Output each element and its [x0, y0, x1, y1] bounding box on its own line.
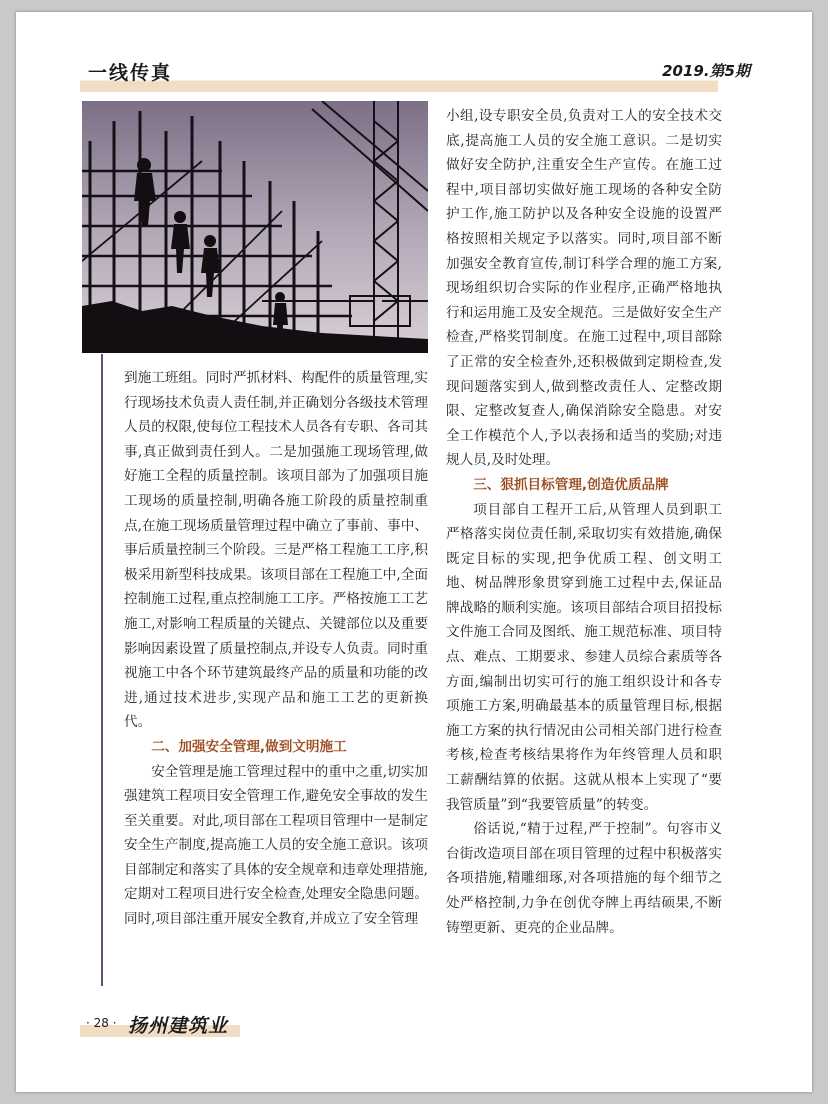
- header-band: [80, 66, 718, 92]
- subheading-safety: 二、加强安全管理,做到文明施工: [151, 738, 347, 755]
- article-column-left: [124, 366, 428, 932]
- paragraph: 到施工班组。同时严抓材料、构配件的质量管理,实行现场技术负责人责任制,并正确划分各级技术管理人员的权限,使每位工程技术人员各有专职、各司其事,真正做到责任到人。二是加强施工现场管理,做好施工全程的质量控制。该项目部为了加强项目施工现场的质量控制,明确各施工阶段的质量控制重点,在施工现场质量管理过程中确立了事前、事中、事后质量控制三个阶段。三是严格工程施工工序,积极采用新型科技成果。该项目部在工程施工中,全面控制施工过程,重点控制施工工序。严格按施工工艺施工,对影响工程质量的关键点、关键部位以及重要影响因素设置了质量控制点,并设专人负责。同时重视施工中各个环节建筑最终产品的质量和功能的改进,通过技术进步,实现产品和施工工艺的更新换代。: [124, 370, 428, 731]
- paragraph: 安全管理是施工管理过程中的重中之重,切实加强建筑工程项目安全管理工作,避免安全事故的发生至关重要。对此,项目部在工程项目管理中一是制定安全生产制度,提高施工人员的安全施工意识。该项目部制定和落实了具体的安全规章和违章处理措施,定期对工程项目进行安全检查,处理安全隐患问题。同时,项目部注重开展安全教育,并成立了安全管理: [124, 763, 428, 928]
- subheading-target: 三、狠抓目标管理,创造优质品牌: [473, 476, 669, 493]
- paragraph: 项目部自工程开工后,从管理人员到职工严格落实岗位责任制,采取切实有效措施,确保既定目标的实现,把争优质工程、创文明工地、树品牌形象贯穿到施工过程中去,保证品牌战略的顺利实施。该项目部结合项目招投标文件施工合同及图纸、施工规范标准、项目特点、难点、工期要求、参建人员综合素质等各方面,编制出切实可行的施工组织设计和各专项施工方案,明确最基本的质量管理目标,根据施工方案的执行情况由公司相关部门进行检查考核,检查考核结果将作为年终管理人员和职工薪酬结算的依据。这就从根本上实现了“要我管质量”到“我要管质量”的转变。: [446, 501, 722, 813]
- section-title: 一线传真: [88, 62, 173, 84]
- article-column-right: [446, 104, 722, 940]
- paragraph: 俗话说,“精于过程,严于控制”。句容市义台街改造项目部在项目管理的过程中积极落实各项措施,精雕细琢,对各项措施的每个细节之处严格控制,力争在创优夺牌上再结硕果,不断铸塑更新、更亮的企业品牌。: [446, 821, 722, 936]
- construction-photo: [82, 101, 428, 353]
- paragraph: 小组,设专职安全员,负责对工人的安全技术交底,提高施工人员的安全施工意识。二是切实做好安全防护,注重安全生产宣传。在施工过程中,项目部切实做好施工现场的各种安全防护工作,施工防护以及各种安全设施的设置严格按照相关规定予以落实。同时,项目部不断加强安全教育宣传,制订科学合理的施工方案,现场组织切合实际的作业程序,正确严格地执行和运用施工及安全规范。三是做好安全生产检查,严格奖罚制度。在施工过程中,项目部除了正常的安全检查外,还积极做到定期检查,发现问题落实到人,做到整改责任人、定整改期限、定整改复查人,确保消除安全隐患。对安全工作模范个人,予以表扬和适当的奖励;对违规人员,及时处理。: [446, 108, 722, 469]
- page-number: · 28 ·: [86, 1016, 117, 1030]
- issue-label: 2019.第5期: [662, 62, 750, 80]
- construction-photo-illustration: [82, 101, 428, 353]
- magazine-logo: 扬州建筑业: [128, 1015, 229, 1037]
- column-rule: [101, 354, 103, 986]
